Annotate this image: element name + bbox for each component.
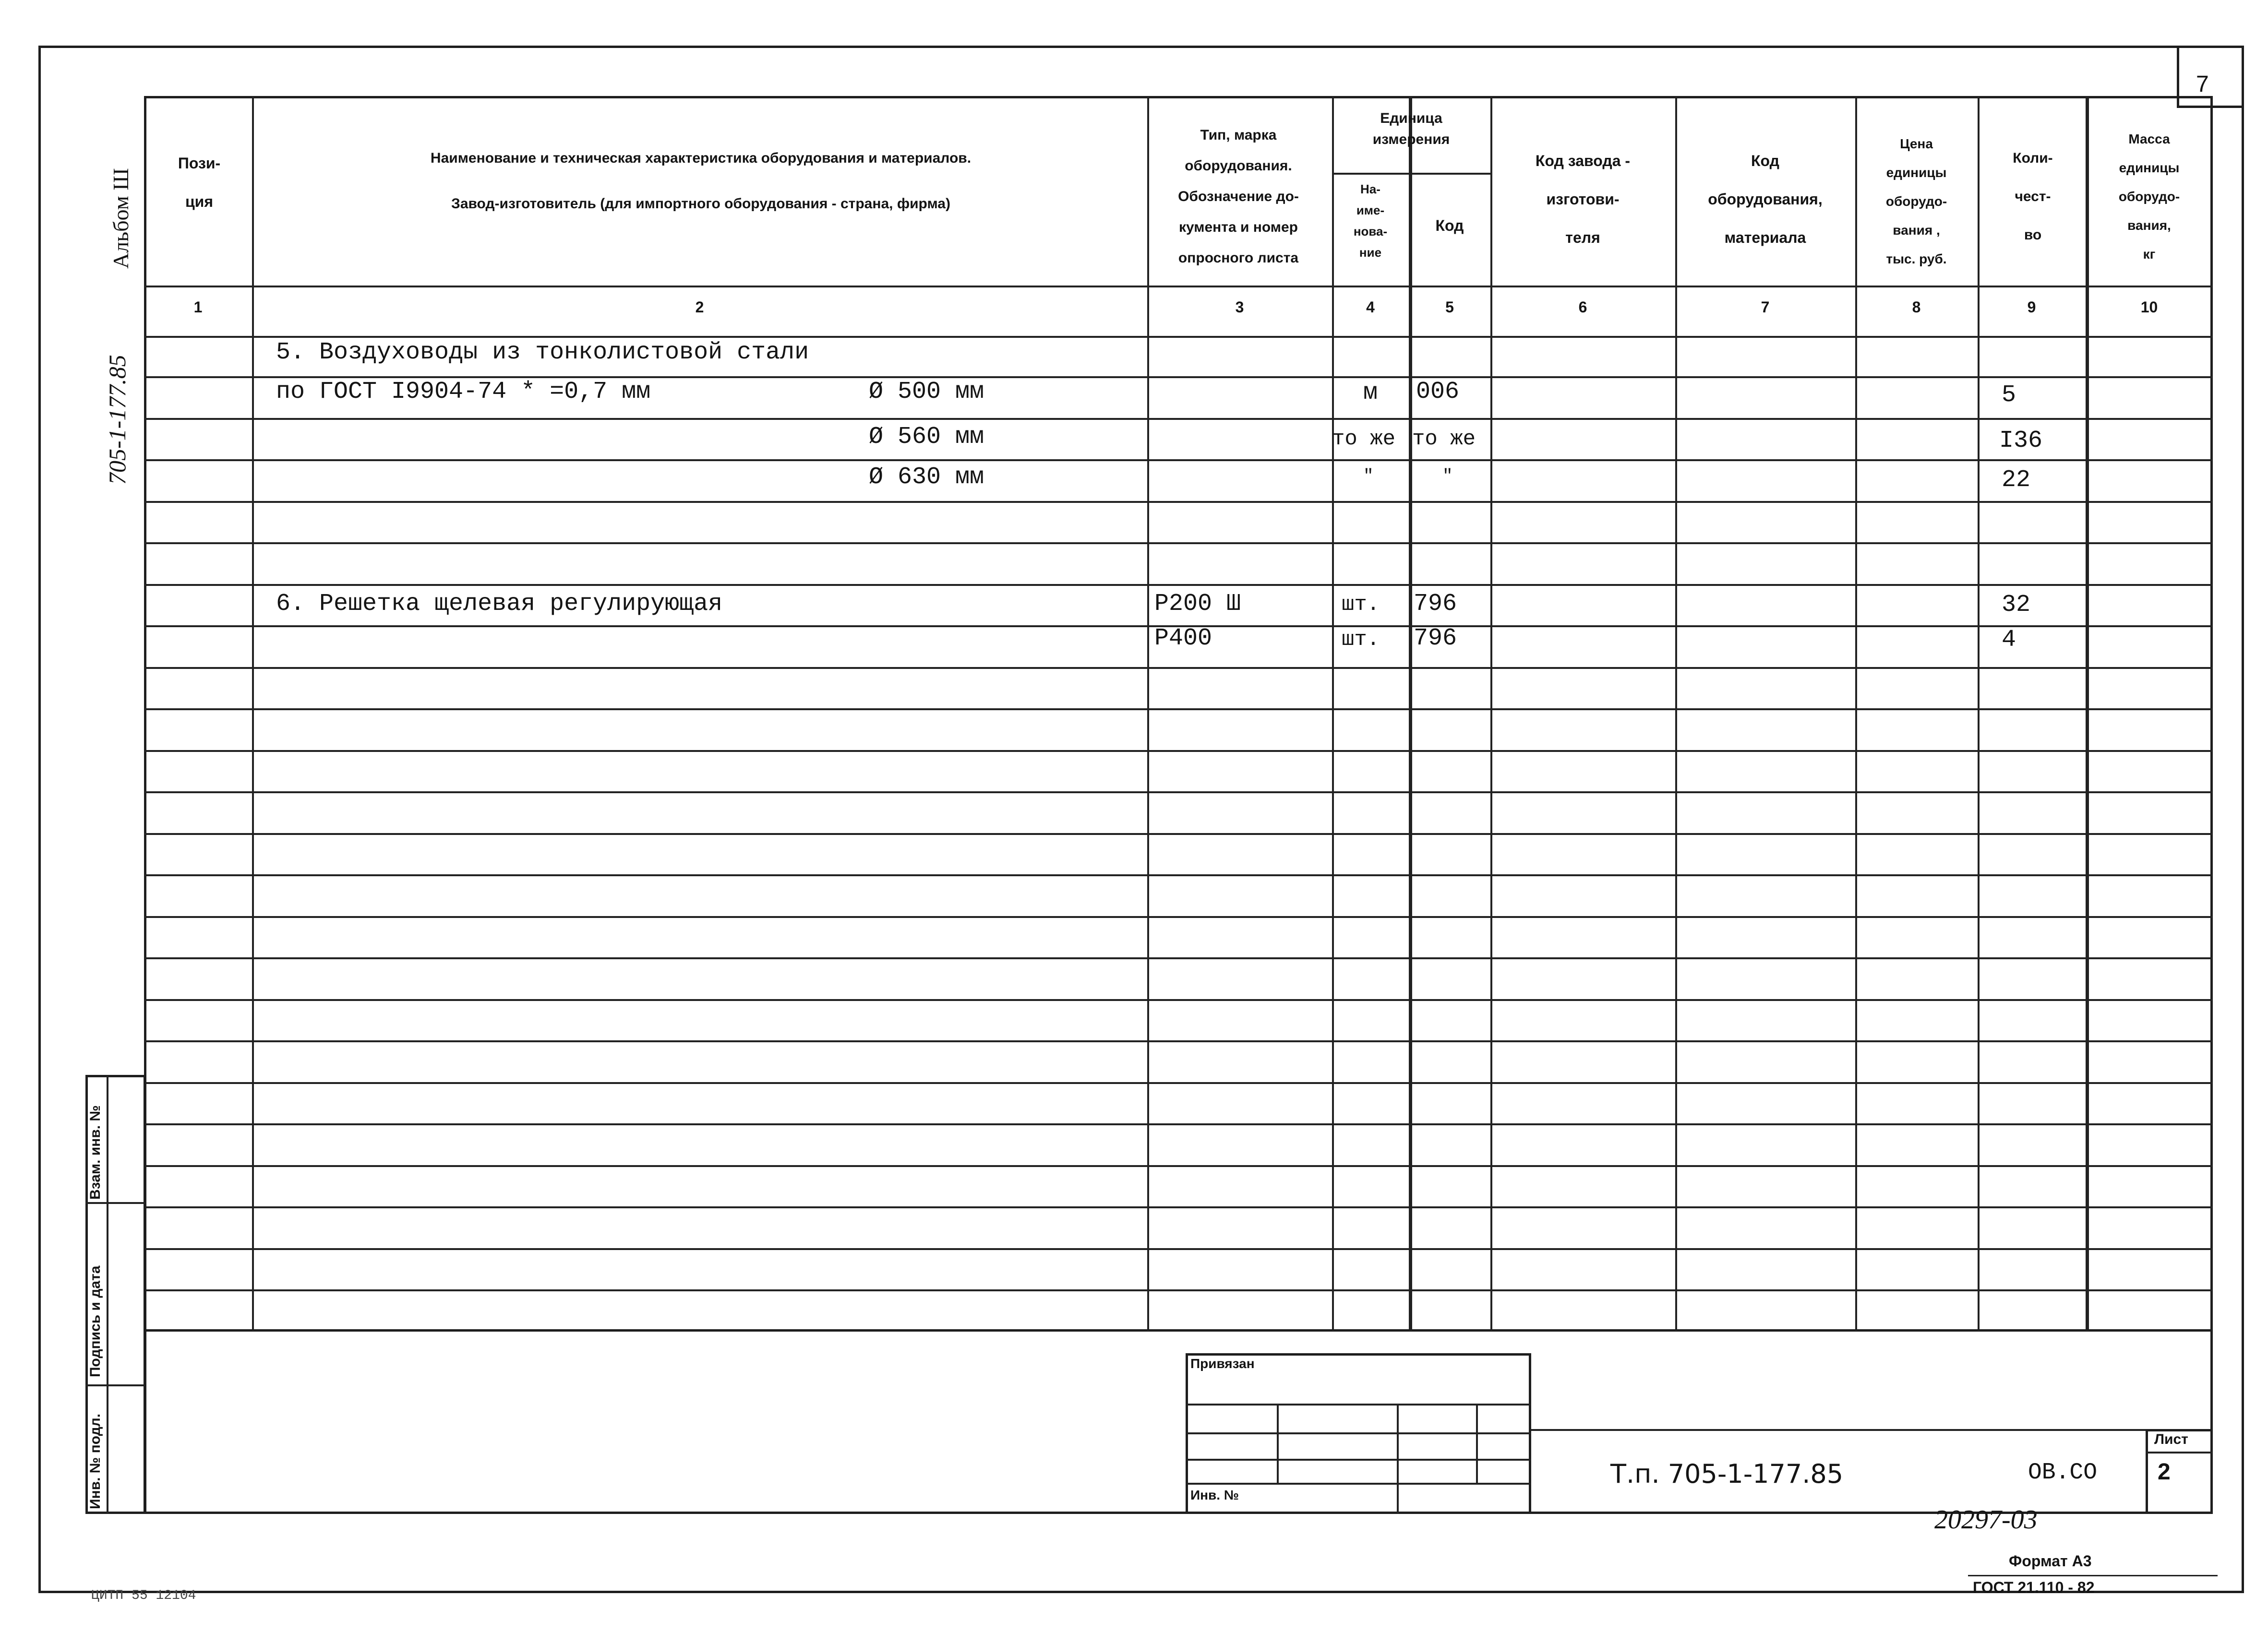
stamp-label-signature: Подпись и дата: [87, 1265, 103, 1377]
table-frame: [144, 96, 2213, 1332]
row-line: [144, 501, 2213, 503]
column-line: [252, 96, 254, 1329]
row-3-qty: I36: [1999, 427, 2043, 454]
column-number: 2: [695, 298, 704, 316]
header-type: Тип, марка оборудования. Обозначение до- кумента и номер опросного листа: [1178, 127, 1299, 266]
album-code: 705-1-177.85: [104, 355, 131, 485]
column-line: [1409, 96, 1412, 1329]
row-6-unit: шт.: [1342, 628, 1380, 652]
inventory-no-label: Инв. №: [1190, 1488, 1239, 1502]
sheet-box-divider: [2146, 1452, 2213, 1453]
unit-group-divider: [1332, 173, 1490, 175]
row-line: [144, 833, 2213, 835]
row-line: [144, 708, 2213, 710]
stamp-inner-line: [107, 1075, 108, 1514]
doc-code-top-line: [1531, 1429, 2213, 1431]
row-5-name: 6. Решетка щелевая регулирующая: [276, 590, 723, 618]
handwritten-number: 20297-03: [1934, 1505, 2038, 1535]
column-line: [1675, 96, 1677, 1329]
row-line: [144, 916, 2213, 918]
row-5-type: Р200 Ш: [1154, 590, 1241, 618]
row-line: [144, 584, 2213, 586]
column-line: [1332, 96, 1334, 1329]
row-2-code: 006: [1416, 378, 1460, 405]
row-2-qty: 5: [2002, 381, 2016, 409]
row-6-qty: 4: [2002, 626, 2016, 654]
stamp-divider-2: [85, 1384, 146, 1386]
row-line: [144, 1123, 2213, 1125]
row-2-unit: м: [1363, 379, 1378, 406]
row-line: [144, 1165, 2213, 1167]
row-2-name: по ГОСТ I9904-74 * =0,7 мм: [276, 378, 651, 405]
title-block: [144, 1329, 2213, 1514]
privyazan-col-1: [1277, 1404, 1279, 1483]
row-line: [144, 1040, 2213, 1042]
stamp-label-inventory: Инв. № подл.: [87, 1413, 103, 1509]
row-6-code: 796: [1414, 625, 1457, 652]
column-number: 3: [1235, 298, 1244, 316]
page-number: 7: [2196, 71, 2209, 97]
footer-line: [1968, 1575, 2218, 1576]
gost-label: ГОСТ 21.110 - 82: [1973, 1579, 2095, 1596]
privyazan-col-2: [1397, 1404, 1399, 1514]
row-line: [144, 999, 2213, 1001]
row-3-unit: то же: [1332, 427, 1396, 451]
header-name-line1: Наименование и техническая характеристика оборудования и материалов.: [430, 150, 972, 166]
header-unit-code: Код: [1435, 217, 1464, 234]
row-line: [144, 750, 2213, 752]
column-number: 7: [1761, 298, 1770, 316]
header-unit-group: Единица измерения: [1372, 110, 1450, 147]
privyazan-label: Привязан: [1190, 1356, 1255, 1371]
header-unit-name: На- име- нова- ние: [1353, 182, 1388, 260]
row-2-diameter: Ø 500 мм: [869, 378, 984, 405]
row-line: [144, 791, 2213, 793]
row-4-code: ": [1442, 466, 1453, 486]
section-code: ОВ.СО: [2028, 1460, 2098, 1486]
column-number: 1: [193, 298, 203, 316]
row-4-qty: 22: [2002, 466, 2031, 494]
column-number: 6: [1578, 298, 1587, 316]
privyazan-col-3: [1476, 1404, 1478, 1483]
row-line: [144, 1082, 2213, 1084]
header-mass: Масса единицы оборудо- вания, кг: [2118, 131, 2180, 262]
row-line: [144, 286, 2213, 287]
row-line: [144, 418, 2213, 420]
privyazan-line-4: [1186, 1483, 1531, 1485]
row-5-qty: 32: [2002, 591, 2031, 619]
row-line: [144, 459, 2213, 461]
row-line: [144, 667, 2213, 669]
privyazan-line-2: [1186, 1432, 1531, 1434]
row-line: [144, 542, 2213, 544]
column-number: 8: [1912, 298, 1921, 316]
row-3-diameter: Ø 560 мм: [869, 423, 984, 451]
row-line: [144, 1206, 2213, 1208]
sheet-label: Лист: [2154, 1431, 2188, 1447]
column-number: 4: [1366, 298, 1375, 316]
header-price: Цена единицы оборудо- вания , тыс. руб.: [1885, 136, 1947, 266]
column-line: [1147, 96, 1149, 1329]
row-4-diameter: Ø 630 мм: [869, 464, 984, 491]
stamp-divider-1: [85, 1202, 146, 1204]
column-line: [1490, 96, 1492, 1329]
row-4-unit: ": [1363, 466, 1374, 486]
column-number: 5: [1445, 298, 1454, 316]
header-quantity: Коли- чест- во: [2013, 150, 2053, 243]
column-line: [2086, 96, 2089, 1329]
stamp-label-replaced: Взам. инв. №: [87, 1105, 103, 1200]
sheet-number: 2: [2158, 1459, 2171, 1485]
row-6-type: Р400: [1154, 625, 1212, 652]
row-line: [144, 874, 2213, 876]
row-5-unit: шт.: [1342, 593, 1380, 617]
row-3-code: то же: [1412, 427, 1476, 451]
row-line: [144, 1248, 2213, 1250]
row-line: [144, 336, 2213, 338]
privyazan-line-3: [1186, 1459, 1531, 1461]
row-line: [144, 1289, 2213, 1291]
column-number: 10: [2140, 298, 2158, 316]
column-line: [1978, 96, 1980, 1329]
header-name-line2: Завод-изготовитель (для импортного оборудования - страна, фирма): [451, 196, 950, 212]
format-label: Формат А3: [2009, 1552, 2092, 1570]
row-1-name: 5. Воздуховоды из тонколистовой стали: [276, 339, 809, 366]
column-number: 9: [2027, 298, 2036, 316]
printer-mark: ЦИТП 55 12104: [91, 1588, 196, 1603]
doc-code: Т.п. 705-1-177.85: [1610, 1459, 1844, 1489]
album-label: Альбом Ш: [108, 168, 133, 269]
privyazan-line-1: [1186, 1404, 1531, 1406]
row-5-code: 796: [1414, 590, 1457, 618]
row-line: [144, 957, 2213, 959]
header-maker-code: Код завода - изготови- теля: [1535, 152, 1631, 246]
column-line: [1855, 96, 1857, 1329]
header-equipment-code: Код оборудования, материала: [1708, 152, 1823, 246]
header-position: Пози- ция: [178, 155, 221, 210]
